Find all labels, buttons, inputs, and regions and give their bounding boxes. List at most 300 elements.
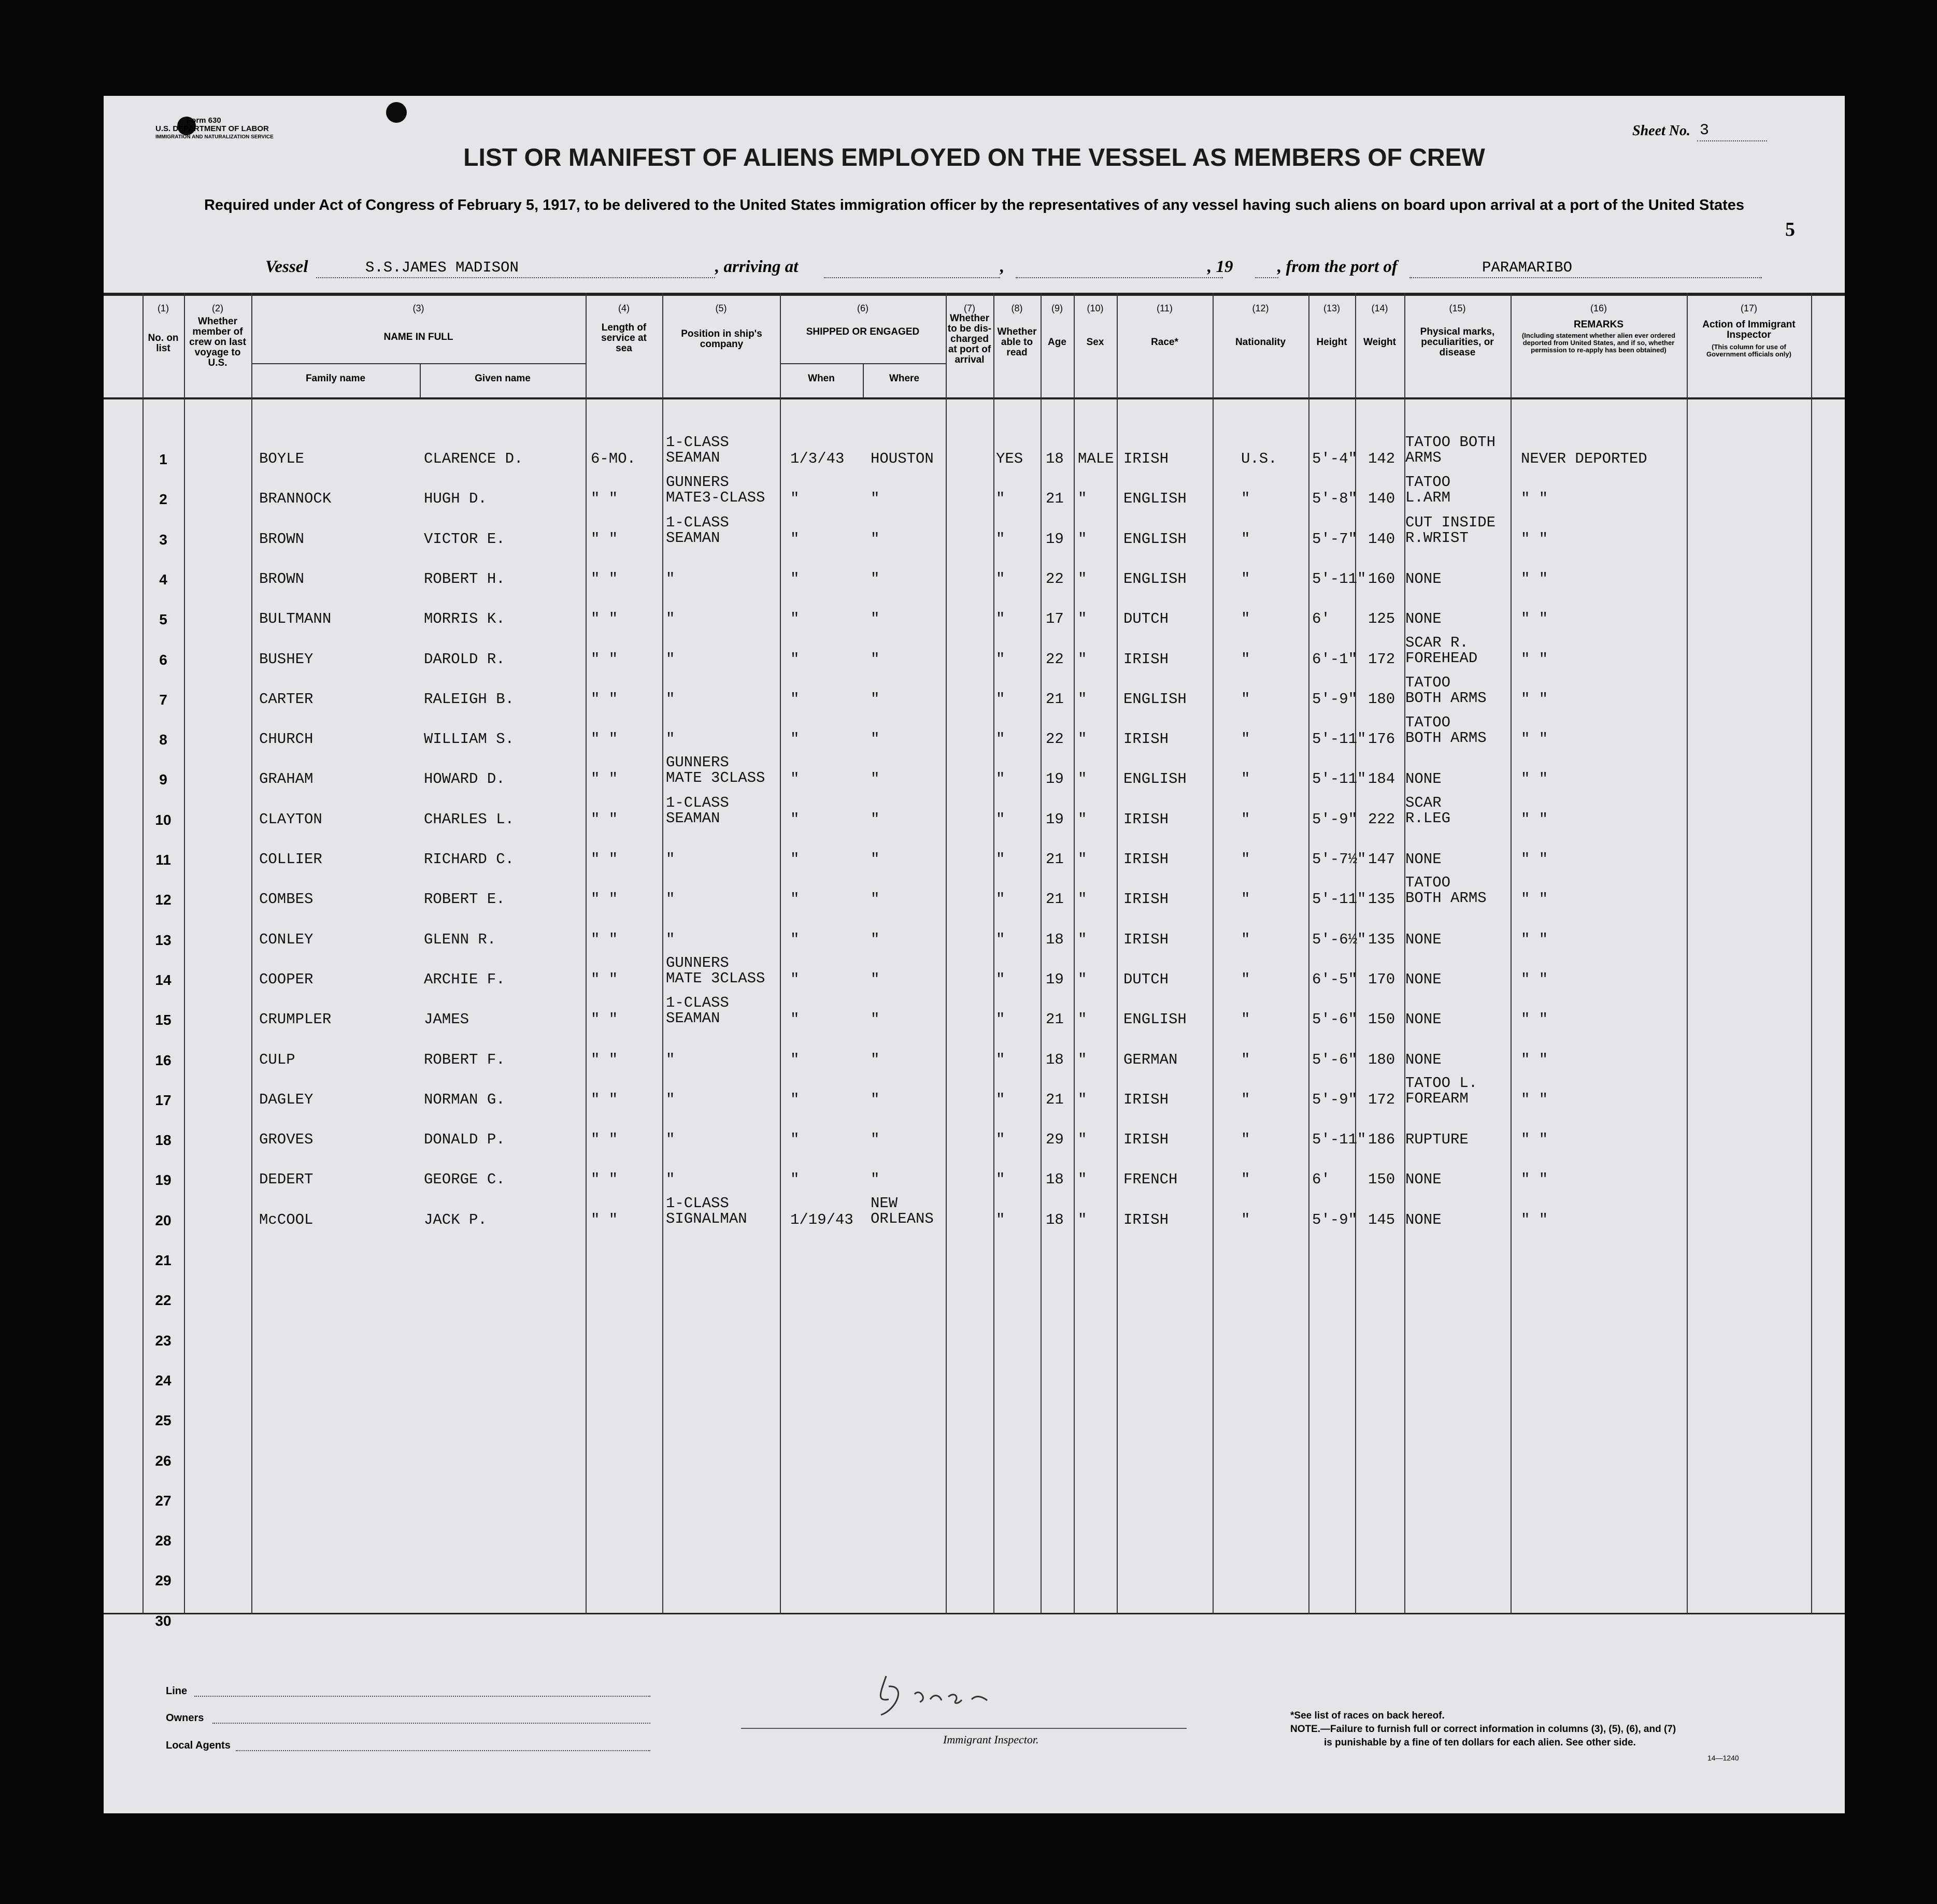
punch-hole [386, 102, 407, 123]
cell-position: 1-CLASS SIGNALMAN [666, 1194, 747, 1227]
cell-service: " " [591, 1011, 618, 1028]
cell-family: COOPER [259, 970, 314, 988]
col-head-where: Where [889, 373, 920, 384]
col-divider [143, 293, 144, 1614]
cell-where: " [871, 1011, 880, 1028]
cell-service: " " [591, 690, 618, 708]
cell-when: " [790, 891, 800, 908]
cell-height: 5'-11" [1312, 1131, 1366, 1149]
port-name: PARAMARIBO [1482, 259, 1573, 276]
cell-when: " [790, 930, 800, 948]
cell-where: " [871, 970, 880, 988]
cell-weight: 176 [1368, 731, 1395, 748]
cell-where: HOUSTON [871, 450, 934, 467]
cell-height: 5'-8" [1312, 490, 1358, 508]
row-number: 19 [155, 1172, 172, 1189]
col-divider [1511, 293, 1512, 1614]
row-number: 6 [159, 651, 167, 668]
cell-position: GUNNERS MATE3-CLASS [666, 474, 765, 507]
cell-sex: MALE [1078, 450, 1114, 467]
arriving-label: , arriving at [715, 257, 799, 276]
cell-position: 1-CLASS SEAMAN [666, 434, 729, 466]
cell-given: CLARENCE D. [424, 450, 523, 467]
cell-where: " [871, 690, 880, 708]
colnum-8: (8) [1011, 303, 1023, 313]
page-title: LIST OR MANIFEST OF ALIENS EMPLOYED ON THE VESSEL AS MEMBERS OF CREW [463, 144, 1485, 171]
col-divider [1117, 293, 1118, 1614]
cell-race: ENGLISH [1123, 1011, 1187, 1028]
cell-race: FRENCH [1123, 1171, 1178, 1189]
cell-where: " [871, 731, 880, 748]
cell-height: 5'-11" [1312, 891, 1366, 908]
arriving-line-2 [1016, 277, 1223, 278]
cell-service: " " [591, 851, 618, 868]
penalty-note-continued: is punishable by a fine of ten dollars for each alien. See other side. [1324, 1737, 1636, 1748]
cell-age: 29 [1046, 1131, 1064, 1149]
cell-remarks: " " [1521, 690, 1548, 708]
cell-family: COLLIER [259, 851, 322, 868]
cell-weight: 150 [1368, 1011, 1395, 1028]
cell-marks: NONE [1405, 570, 1442, 588]
row-number: 10 [155, 811, 172, 828]
colnum-13: (13) [1323, 303, 1340, 313]
cell-position: " [666, 1131, 675, 1149]
col-head-sex: Sex [1086, 337, 1104, 348]
cell-remarks: " " [1521, 1171, 1548, 1189]
cell-nationality: " [1241, 530, 1250, 548]
cell-sex: " [1078, 1211, 1087, 1228]
cell-race: IRISH [1123, 930, 1169, 948]
comma: , [1000, 257, 1005, 276]
cell-when: " [790, 530, 800, 548]
line-label: Line [166, 1685, 188, 1697]
cell-when: " [790, 1131, 800, 1149]
vessel-label: Vessel [265, 257, 308, 276]
cell-service: " " [591, 610, 618, 628]
cell-sex: " [1078, 1091, 1087, 1108]
cell-position: " [666, 1091, 675, 1108]
cell-age: 22 [1046, 570, 1064, 588]
colnum-3: (3) [412, 303, 424, 313]
local-agents-field [236, 1750, 650, 1751]
cell-service: " " [591, 1051, 618, 1068]
cell-nationality: " [1241, 1211, 1250, 1228]
cell-marks: NONE [1405, 770, 1442, 788]
cell-nationality: " [1241, 1011, 1250, 1028]
cell-position: " [666, 650, 675, 668]
row-number: 30 [155, 1612, 172, 1629]
cell-service: " " [591, 1211, 618, 1228]
cell-given: NORMAN G. [424, 1091, 505, 1108]
colnum-5: (5) [715, 303, 727, 313]
row-number: 20 [155, 1212, 172, 1228]
cell-nationality: " [1241, 690, 1250, 708]
cell-service: " " [591, 650, 618, 668]
row-number: 17 [155, 1092, 172, 1108]
cell-age: 21 [1046, 1011, 1064, 1028]
port-label: , from the port of [1277, 257, 1398, 276]
manifest-sheet [104, 96, 1845, 1813]
cell-read: " [996, 1051, 1005, 1068]
cell-family: CULP [259, 1051, 295, 1068]
cell-read: " [996, 1131, 1005, 1149]
cell-nationality: " [1241, 610, 1250, 628]
cell-age: 17 [1046, 610, 1064, 628]
col-divider [1074, 293, 1075, 1614]
cell-sex: " [1078, 891, 1087, 908]
row-number: 1 [159, 451, 167, 467]
col-head-when: When [808, 373, 835, 384]
vessel-name-line [316, 277, 715, 278]
cell-marks: NONE [1405, 970, 1442, 988]
cell-race: DUTCH [1123, 970, 1169, 988]
cell-read: " [996, 891, 1005, 908]
cell-sex: " [1078, 731, 1087, 748]
cell-family: BRANNOCK [259, 490, 332, 508]
cell-weight: 147 [1368, 851, 1395, 868]
cell-nationality: " [1241, 731, 1250, 748]
cell-read: " [996, 570, 1005, 588]
cell-nationality: U.S. [1241, 450, 1277, 467]
row-number: 21 [155, 1252, 172, 1268]
row-number: 4 [159, 571, 167, 588]
cell-service: " " [591, 930, 618, 948]
cell-weight: 135 [1368, 891, 1395, 908]
cell-position: " [666, 690, 675, 708]
cell-family: CHURCH [259, 731, 314, 748]
cell-race: IRISH [1123, 731, 1169, 748]
cell-race: IRISH [1123, 650, 1169, 668]
cell-race: IRISH [1123, 851, 1169, 868]
cell-remarks: " " [1521, 810, 1548, 828]
cell-read: " [996, 610, 1005, 628]
cell-given: ROBERT E. [424, 891, 505, 908]
cell-position: " [666, 930, 675, 948]
cell-service: 6-MO. [591, 450, 636, 467]
cell-given: ARCHIE F. [424, 970, 505, 988]
cell-marks: SCAR R. FOREHEAD [1405, 634, 1478, 667]
penalty-note: NOTE.—Failure to furnish full or correct information in columns (3), (5), (6), and (7) [1290, 1724, 1676, 1735]
cell-sex: " [1078, 650, 1087, 668]
cell-where: " [871, 570, 880, 588]
cell-family: BUSHEY [259, 650, 314, 668]
row-number: 29 [155, 1572, 172, 1589]
cell-read: " [996, 731, 1005, 748]
name-sub-rule [251, 363, 586, 364]
cell-race: IRISH [1123, 1211, 1169, 1228]
cell-given: RALEIGH B. [424, 690, 515, 708]
cell-height: 6' [1312, 1171, 1330, 1189]
colnum-9: (9) [1051, 303, 1063, 313]
cell-weight: 180 [1368, 690, 1395, 708]
cell-when: " [790, 1051, 800, 1068]
colnum-15: (15) [1449, 303, 1466, 313]
cell-given: HOWARD D. [424, 770, 505, 788]
col-divider [586, 293, 587, 1614]
cell-given: ROBERT H. [424, 570, 505, 588]
cell-height: 5'-7" [1312, 530, 1358, 548]
cell-given: ROBERT F. [424, 1051, 505, 1068]
cell-given: MORRIS K. [424, 610, 505, 628]
cell-marks: TATOO BOTH ARMS [1405, 874, 1487, 907]
cell-where: " [871, 650, 880, 668]
table-bottom-rule [104, 1613, 1845, 1614]
cell-sex: " [1078, 1051, 1087, 1068]
line-field [194, 1696, 650, 1697]
cell-weight: 140 [1368, 490, 1395, 508]
cell-remarks: " " [1521, 650, 1548, 668]
cell-family: McCOOL [259, 1211, 314, 1228]
cell-given: GEORGE C. [424, 1171, 505, 1189]
cell-family: BULTMANN [259, 610, 332, 628]
local-agents-label: Local Agents [166, 1740, 231, 1751]
cell-height: 6' [1312, 610, 1330, 628]
cell-height: 5'-7½" [1312, 851, 1366, 868]
col-head-last-voyage: Whether member of crew on last voyage to U.S. [189, 316, 246, 368]
colnum-16: (16) [1590, 303, 1607, 313]
colnum-2: (2) [212, 303, 223, 313]
cell-nationality: " [1241, 1131, 1250, 1149]
cell-position: " [666, 1171, 675, 1189]
cell-age: 21 [1046, 690, 1064, 708]
cell-weight: 125 [1368, 610, 1395, 628]
cell-when: " [790, 1171, 800, 1189]
colnum-12: (12) [1252, 303, 1269, 313]
cell-weight: 150 [1368, 1171, 1395, 1189]
cell-read: " [996, 1171, 1005, 1189]
col-head-remarks-note: (Including statement whether alien ever ordered deported from United States, and if so, whether permission to re-apply has been obtained) [1521, 332, 1676, 354]
cell-marks: NONE [1405, 610, 1442, 628]
col-head-service: Length of service at sea [601, 322, 647, 354]
cell-weight: 184 [1368, 770, 1395, 788]
year-line [1255, 277, 1278, 278]
cell-weight: 140 [1368, 530, 1395, 548]
row-number: 7 [159, 691, 167, 708]
row-number: 13 [155, 932, 172, 948]
cell-service: " " [591, 731, 618, 748]
cell-remarks: " " [1521, 930, 1548, 948]
cell-read: " [996, 930, 1005, 948]
row-number: 22 [155, 1292, 172, 1309]
row-number: 15 [155, 1012, 172, 1028]
col-head-weight: Weight [1363, 337, 1396, 348]
cell-given: JACK P. [424, 1211, 487, 1228]
cell-service: " " [591, 970, 618, 988]
cell-age: 18 [1046, 1211, 1064, 1228]
cell-marks: SCAR R.LEG [1405, 794, 1451, 827]
cell-when: " [790, 1011, 800, 1028]
cell-age: 18 [1046, 1051, 1064, 1068]
cell-marks: TATOO BOTH ARMS [1405, 714, 1487, 747]
cell-where: NEW ORLEANS [871, 1194, 934, 1227]
cell-read: " [996, 690, 1005, 708]
cell-age: 22 [1046, 650, 1064, 668]
cell-where: " [871, 610, 880, 628]
cell-read: " [996, 650, 1005, 668]
table-top-rule [104, 293, 1845, 296]
cell-marks: NONE [1405, 1051, 1442, 1068]
cell-race: ENGLISH [1123, 690, 1187, 708]
cell-height: 5'-6½" [1312, 930, 1366, 948]
cell-marks: CUT INSIDE R.WRIST [1405, 513, 1496, 547]
cell-family: DAGLEY [259, 1091, 314, 1108]
colnum-14: (14) [1371, 303, 1388, 313]
cell-height: 5'-11" [1312, 770, 1366, 788]
cell-where: " [871, 490, 880, 508]
col-head-discharged: Whether to be dis-charged at port of arrival [947, 313, 992, 365]
cell-remarks: " " [1521, 731, 1548, 748]
cell-where: " [871, 891, 880, 908]
cell-position: 1-CLASS SEAMAN [666, 513, 729, 547]
cell-given: JAMES [424, 1011, 469, 1028]
cell-height: 6'-1" [1312, 650, 1358, 668]
cell-where: " [871, 851, 880, 868]
cell-weight: 172 [1368, 650, 1395, 668]
row-number: 2 [159, 491, 167, 508]
cell-nationality: " [1241, 970, 1250, 988]
cell-given: WILLIAM S. [424, 731, 515, 748]
cell-sex: " [1078, 970, 1087, 988]
cell-race: IRISH [1123, 1131, 1169, 1149]
cell-read: " [996, 770, 1005, 788]
colnum-6: (6) [857, 303, 868, 313]
cell-family: BROWN [259, 530, 305, 548]
arriving-line-1 [824, 277, 1000, 278]
row-number: 3 [159, 531, 167, 548]
colnum-17: (17) [1740, 303, 1757, 313]
cell-height: 5'-9" [1312, 1091, 1358, 1108]
service-name: IMMIGRATION AND NATURALIZATION SERVICE [155, 134, 274, 140]
cell-height: 5'-11" [1312, 731, 1366, 748]
cell-position: 1-CLASS SEAMAN [666, 794, 729, 827]
cell-sex: " [1078, 770, 1087, 788]
cell-race: IRISH [1123, 810, 1169, 828]
inspector-caption: Immigrant Inspector. [943, 1733, 1039, 1746]
cell-marks: TATOO L. FOREARM [1405, 1074, 1478, 1107]
colnum-7: (7) [964, 303, 975, 313]
cell-family: BROWN [259, 570, 305, 588]
cell-when: " [790, 690, 800, 708]
cell-when: " [790, 970, 800, 988]
cell-family: DEDERT [259, 1171, 314, 1189]
corner-mark: 5 [1785, 219, 1795, 240]
cell-family: CONLEY [259, 930, 314, 948]
row-number: 8 [159, 732, 167, 748]
row-number: 23 [155, 1332, 172, 1349]
cell-when: " [790, 810, 800, 828]
cell-race: ENGLISH [1123, 770, 1187, 788]
cell-weight: 222 [1368, 810, 1395, 828]
cell-age: 19 [1046, 530, 1064, 548]
row-number: 26 [155, 1452, 172, 1469]
cell-height: 6'-5" [1312, 970, 1358, 988]
cell-service: " " [591, 891, 618, 908]
cell-height: 5'-6" [1312, 1051, 1358, 1068]
cell-age: 21 [1046, 891, 1064, 908]
cell-nationality: " [1241, 570, 1250, 588]
cell-sex: " [1078, 1171, 1087, 1189]
cell-marks: TATOO BOTH ARMS [1405, 434, 1496, 466]
cell-position: " [666, 1051, 675, 1068]
cell-marks: NONE [1405, 1171, 1442, 1189]
cell-race: IRISH [1123, 1091, 1169, 1108]
row-number: 18 [155, 1132, 172, 1149]
cell-where: " [871, 530, 880, 548]
cell-age: 18 [1046, 450, 1064, 467]
row-number: 5 [159, 611, 167, 628]
cell-remarks: NEVER DEPORTED [1521, 450, 1647, 467]
cell-read: " [996, 490, 1005, 508]
owners-field [212, 1723, 650, 1724]
cell-marks: RUPTURE [1405, 1131, 1469, 1149]
cell-sex: " [1078, 930, 1087, 948]
cell-sex: " [1078, 1011, 1087, 1028]
owners-label: Owners [166, 1712, 204, 1724]
cell-position: " [666, 610, 675, 628]
cell-given: DONALD P. [424, 1131, 505, 1149]
cell-position: GUNNERS MATE 3CLASS [666, 754, 765, 787]
cell-sex: " [1078, 851, 1087, 868]
cell-family: CRUMPLER [259, 1011, 332, 1028]
col-head-race: Race* [1151, 337, 1178, 348]
cell-where: " [871, 1131, 880, 1149]
col-head-read: Whether able to read [997, 326, 1037, 358]
cell-service: " " [591, 1091, 618, 1108]
cell-when: " [790, 731, 800, 748]
header-bottom-rule [104, 397, 1845, 399]
col-head-age: Age [1048, 337, 1066, 348]
cell-when: " [790, 610, 800, 628]
col-head-height: Height [1316, 337, 1347, 348]
cell-read: " [996, 1091, 1005, 1108]
col-divider [184, 293, 185, 1614]
page-subtitle: Required under Act of Congress of February 5, 1917, to be delivered to the United States immigration officer by the representatives of any vessel having such aliens on board upon arrival at a port of the United States [204, 197, 1745, 213]
races-note: *See list of races on back hereof. [1290, 1710, 1445, 1721]
cell-marks: NONE [1405, 930, 1442, 948]
cell-read: " [996, 810, 1005, 828]
cell-position: " [666, 570, 675, 588]
cell-race: GERMAN [1123, 1051, 1178, 1068]
cell-when: " [790, 650, 800, 668]
cell-given: CHARLES L. [424, 810, 515, 828]
row-number: 24 [155, 1372, 172, 1388]
col-head-remarks: REMARKS [1573, 319, 1624, 330]
cell-remarks: " " [1521, 490, 1548, 508]
col-head-shipped: SHIPPED OR ENGAGED [806, 326, 920, 337]
cell-service: " " [591, 530, 618, 548]
cell-read: YES [996, 450, 1023, 467]
cell-height: 5'-6" [1312, 1011, 1358, 1028]
cell-remarks: " " [1521, 970, 1548, 988]
cell-nationality: " [1241, 770, 1250, 788]
col-divider [1687, 293, 1688, 1614]
cell-remarks: " " [1521, 891, 1548, 908]
col-divider [993, 293, 994, 1614]
cell-read: " [996, 1011, 1005, 1028]
cell-nationality: " [1241, 810, 1250, 828]
cell-given: HUGH D. [424, 490, 487, 508]
cell-weight: 142 [1368, 450, 1395, 467]
cell-height: 5'-9" [1312, 1211, 1358, 1228]
cell-weight: 180 [1368, 1051, 1395, 1068]
cell-sex: " [1078, 530, 1087, 548]
col-head-no: No. on list [148, 333, 179, 354]
row-number: 27 [155, 1492, 172, 1509]
cell-age: 19 [1046, 810, 1064, 828]
cell-when: " [790, 570, 800, 588]
colnum-11: (11) [1157, 303, 1173, 313]
cell-age: 19 [1046, 770, 1064, 788]
